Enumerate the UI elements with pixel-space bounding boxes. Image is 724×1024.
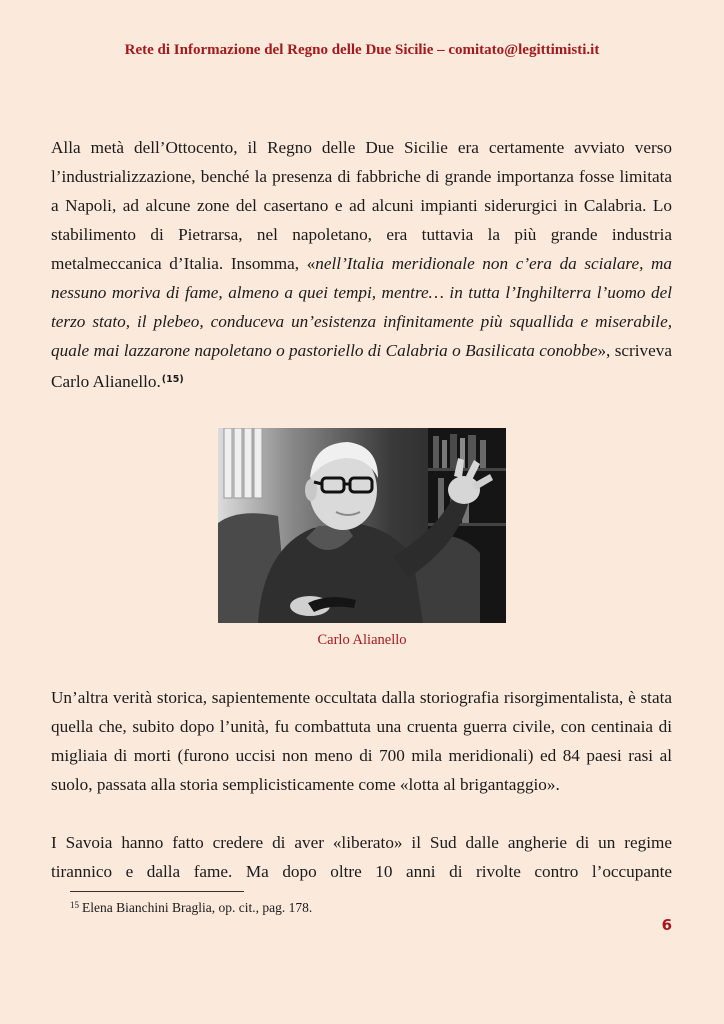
page-number: 6 xyxy=(661,916,672,934)
portrait-illustration xyxy=(218,428,506,623)
footnote-text: Elena Bianchini Braglia, op. cit., pag. 178. xyxy=(82,900,313,915)
alianello-quote: nell’Italia meridionale non c’era da scialare, ma nessuno moriva di fame, almeno a quei tempi, mentre… in tutta l’Inghilterra l’uomo del terzo stato, il plebeo, conduceva un’esistenza infinitamente più squallida e miserabile, quale mai lazzarone napoletano o pastoriello di Calabria o Basilicata conobbe xyxy=(51,254,673,360)
footnote xyxy=(70,900,312,916)
footnote-divider xyxy=(70,891,244,892)
paragraph-1-lead: Alla metà dell’Ottocento, il Regno delle Due Sicilie era certamente avviato verso l’industrializzazione, benché la presenza di fabbriche di grande importanza fosse limitata a Napoli, ad alcune zone del casertano e ad alcuni impianti siderurgici in Calabria. Lo stabilimento di Pietrarsa, nel napoletano, era tuttavia la più grande industria metalmeccanica d’Italia. Insomma, « xyxy=(51,138,672,273)
footnote-reference: (15) xyxy=(161,374,184,385)
footnote-number: 15 xyxy=(70,900,79,910)
page-header: Rete di Informazione del Regno delle Due Sicilie – comitato@legittimisti.it xyxy=(124,42,600,58)
paragraph-1 xyxy=(51,133,672,396)
paragraph-3: I Savoia hanno fatto credere di aver «liberato» il Sud dalle angherie di un regime tirannico e dalla fame. Ma dopo oltre 10 anni di rivolte contro l’occupante xyxy=(51,833,672,881)
carlo-alianello-photo xyxy=(218,428,506,623)
paragraph-1-tail: », scriveva Carlo Alianello. xyxy=(51,341,672,391)
paragraph-2: Un’altra verità storica, sapientemente occultata dalla storiografia risorgimentalista, è stata quella che, subito dopo l’unità, fu combattuta una cruenta guerra civile, con centinaia di migliaia di morti (furono uccisi non meno di 700 mila meridionali) ed 84 paesi rasi al suolo, passata alla storia semplicisticamente come «lotta al brigantaggio». xyxy=(51,688,672,794)
figure-caption: Carlo Alianello xyxy=(317,632,407,648)
